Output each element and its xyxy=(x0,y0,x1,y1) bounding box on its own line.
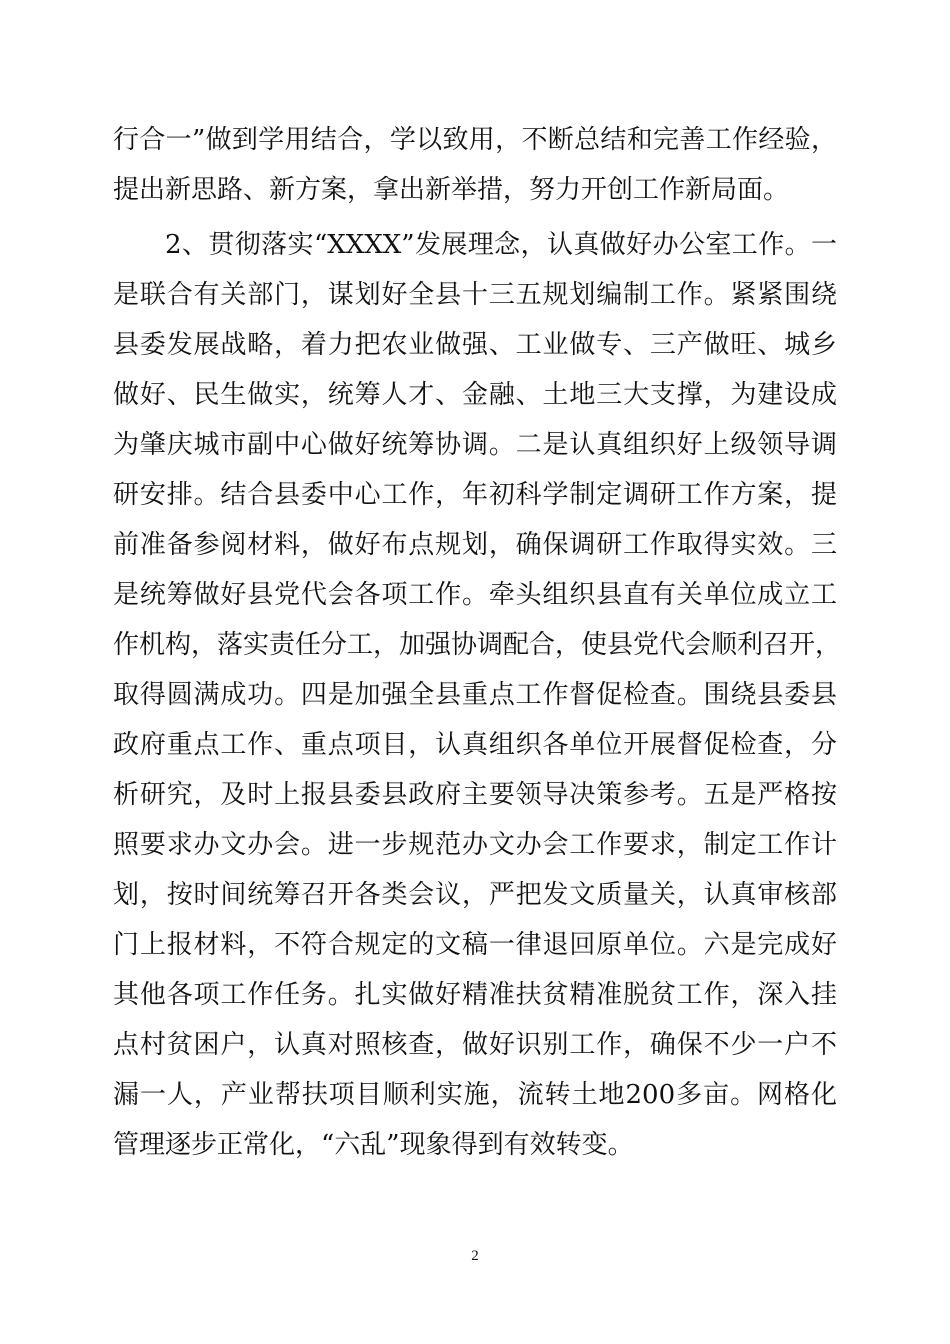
text-line: 取得圆满成功。四是加强全县重点工作督促检查。围绕县委县 xyxy=(113,680,837,710)
text-line: 作机构，落实责任分工，加强协调配合，使县党代会顺利召开， xyxy=(113,630,842,660)
text-line: 提出新思路、新方案，拿出新举措，努力开创工作新局面。 xyxy=(113,175,790,205)
text-line: 行合一”做到学用结合，学以致用，不断总结和完善工作经验， xyxy=(113,125,837,155)
text-line: 前准备参阅材料，做好布点规划，确保调研工作取得实效。三 xyxy=(113,530,837,560)
text-line: 是统筹做好县党代会各项工作。牵头组织县直有关单位成立工 xyxy=(113,580,837,610)
text-line: 为肇庆城市副中心做好统筹协调。二是认真组织好上级领导调 xyxy=(113,430,837,460)
text-line: 管理逐步正常化，“六乱”现象得到有效转变。 xyxy=(113,1130,634,1160)
text-line: 是联合有关部门，谋划好全县十三五规划编制工作。紧紧围绕 xyxy=(113,280,837,310)
text-line: 照要求办文办会。进一步规范办文办会工作要求，制定工作计 xyxy=(113,830,837,860)
document-body xyxy=(113,121,842,1176)
text-line: 划，按时间统筹召开各类会议，严把发文质量关，认真审核部 xyxy=(113,880,837,910)
page-number: 2 xyxy=(471,1248,479,1264)
text-line: 政府重点工作、重点项目，认真组织各单位开展督促检查，分 xyxy=(113,730,837,760)
text-line: 点村贫困户，认真对照核查，做好识别工作，确保不少一户不 xyxy=(113,1030,837,1060)
text-line: 门上报材料，不符合规定的文稿一律退回原单位。六是完成好 xyxy=(113,930,837,960)
text-line: 析研究，及时上报县委县政府主要领导决策参考。五是严格按 xyxy=(113,780,837,810)
text-line: 其他各项工作任务。扎实做好精准扶贫精准脱贫工作，深入挂 xyxy=(113,980,837,1010)
paragraph-1 xyxy=(113,121,837,221)
text-line: 做好、民生做实，统筹人才、金融、土地三大支撑，为建设成 xyxy=(113,380,837,410)
paragraph-2 xyxy=(113,226,842,1176)
text-line: 研安排。结合县委中心工作，年初科学制定调研工作方案，提 xyxy=(113,480,837,510)
text-line: 县委发展战略，着力把农业做强、工业做专、三产做旺、城乡 xyxy=(113,330,837,360)
paragraph-heading-line: 2、贯彻落实“XXXX”发展理念，认真做好办公室工作。一 xyxy=(165,230,837,260)
text-line: 漏一人，产业帮扶项目顺利实施，流转土地200多亩。网格化 xyxy=(113,1080,837,1110)
